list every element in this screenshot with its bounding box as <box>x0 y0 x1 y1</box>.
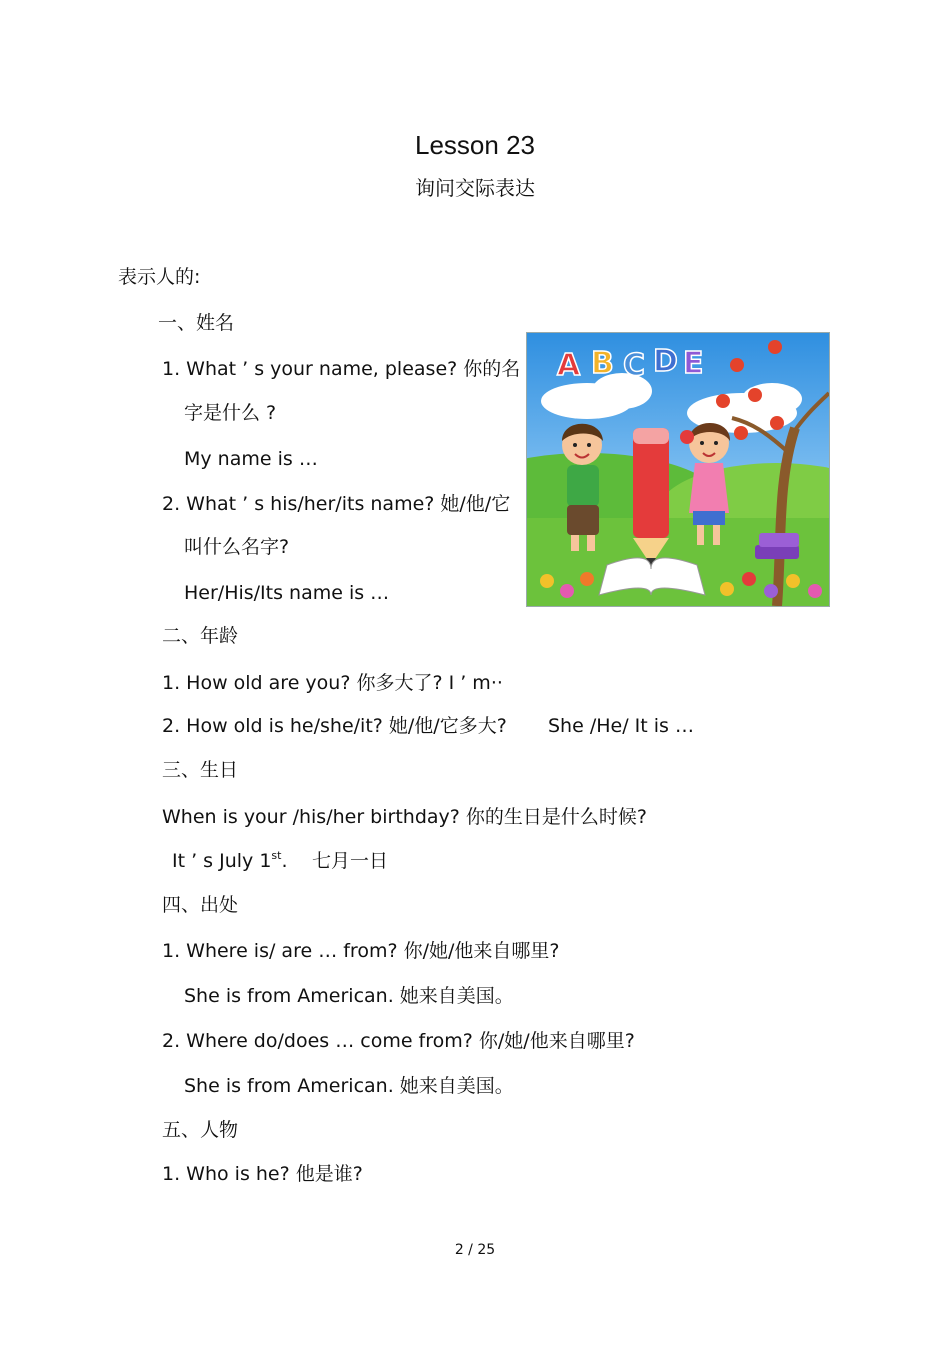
section-heading-person: 五、人物 <box>162 1119 239 1141</box>
name-answer-2: Her/His/Its name is … <box>184 582 390 604</box>
origin-answer-1: She is from American. 她来自美国。 <box>184 985 514 1007</box>
birthday-answer-text: It ’ s July 1 <box>172 850 272 872</box>
book-stack <box>755 533 799 559</box>
letter-e: E <box>683 346 704 381</box>
pencil-figure <box>633 428 669 566</box>
intro-label: 表示人的: <box>118 266 201 288</box>
letter-c: C <box>623 348 646 383</box>
boy-figure <box>562 424 603 551</box>
name-question-1-cont: 字是什么 ? <box>184 402 277 424</box>
lesson-title: Lesson 23 <box>415 130 535 160</box>
birthday-ordinal-suffix: st <box>271 849 282 862</box>
name-answer-1: My name is … <box>184 448 318 470</box>
name-question-1: 1. What ’ s your name, please? 你的名 <box>162 358 521 380</box>
letter-b: B <box>591 346 614 381</box>
section-heading-origin: 四、出处 <box>162 894 239 916</box>
section-heading-birthday: 三、生日 <box>162 759 239 781</box>
origin-question-2: 2. Where do/does … come from? 你/她/他来自哪里? <box>162 1030 635 1052</box>
birthday-answer <box>172 849 288 873</box>
name-question-2: 2. What ’ s his/her/its name? 她/他/它 <box>162 493 511 515</box>
person-question-1: 1. Who is he? 他是谁? <box>162 1163 363 1185</box>
section-heading-age: 二、年龄 <box>162 625 239 647</box>
origin-question-1: 1. Where is/ are … from? 你/她/他来自哪里? <box>162 940 560 962</box>
name-question-2-cont: 叫什么名字? <box>184 536 290 558</box>
open-book <box>599 558 705 595</box>
age-question-1: 1. How old are you? 你多大了? I ’ m·· <box>162 672 503 694</box>
birthday-answer-period: . <box>281 850 288 872</box>
lesson-subtitle: 询问交际表达 <box>415 176 535 200</box>
letter-a: A <box>557 348 581 383</box>
letter-d: D <box>653 344 678 379</box>
birthday-answer-cn: 七月一日 <box>312 850 389 872</box>
age-question-2: 2. How old is he/she/it? 她/他/它多大? <box>162 715 507 737</box>
birthday-question: When is your /his/her birthday? 你的生日是什么时候? <box>162 806 647 828</box>
page-number: 2 / 25 <box>454 1242 496 1258</box>
origin-answer-2: She is from American. 她来自美国。 <box>184 1075 514 1097</box>
age-answer-2: She /He/ It is … <box>548 715 694 737</box>
kids-abc-illustration <box>526 332 830 607</box>
section-heading-name: 一、姓名 <box>158 312 235 334</box>
